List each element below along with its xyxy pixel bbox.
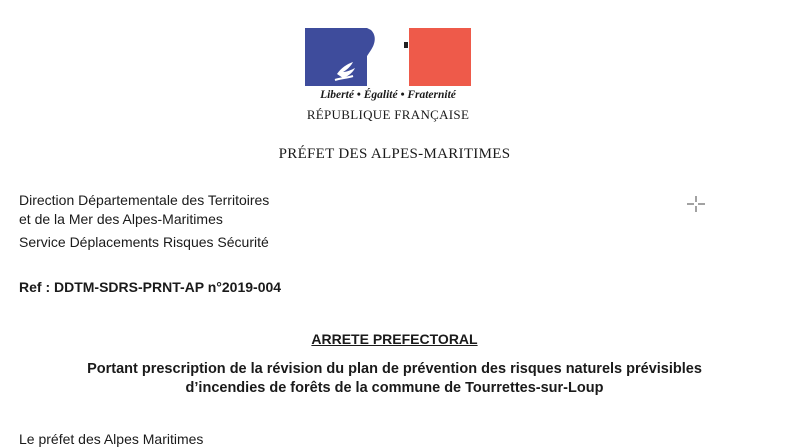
decree-title (0, 331, 789, 347)
body-intro: Le préfet des Alpes Maritimes (19, 431, 204, 447)
republic-name: RÉPUBLIQUE FRANÇAISE (306, 107, 470, 122)
decree-subject-line-1: Portant prescription de la révision du plan de prévention des risques naturels prévisibles (87, 361, 702, 377)
issuer-line-2: et de la Mer des Alpes-Maritimes (19, 211, 223, 227)
decree-subject (20, 360, 769, 398)
issuer-service: Service Déplacements Risques Sécurité (19, 234, 269, 250)
republic-motto: Liberté • Égalité • Fraternité (320, 89, 456, 101)
decree-subject-line-2: d’incendies de forêts de la commune de Tourrettes-sur-Loup (185, 380, 604, 396)
reference-number: Ref : DDTM-SDRS-PRNT-AP n°2019-004 (19, 279, 282, 295)
prefecture-title: PRÉFET DES ALPES-MARITIMES (278, 146, 511, 162)
decree-title-text: ARRETE PREFECTORAL (311, 331, 478, 347)
issuer-block (19, 191, 269, 252)
issuer-line-1: Direction Départementale des Territoires (19, 192, 270, 208)
crosshair-icon (687, 196, 705, 212)
marianne-flag-icon (305, 28, 471, 86)
